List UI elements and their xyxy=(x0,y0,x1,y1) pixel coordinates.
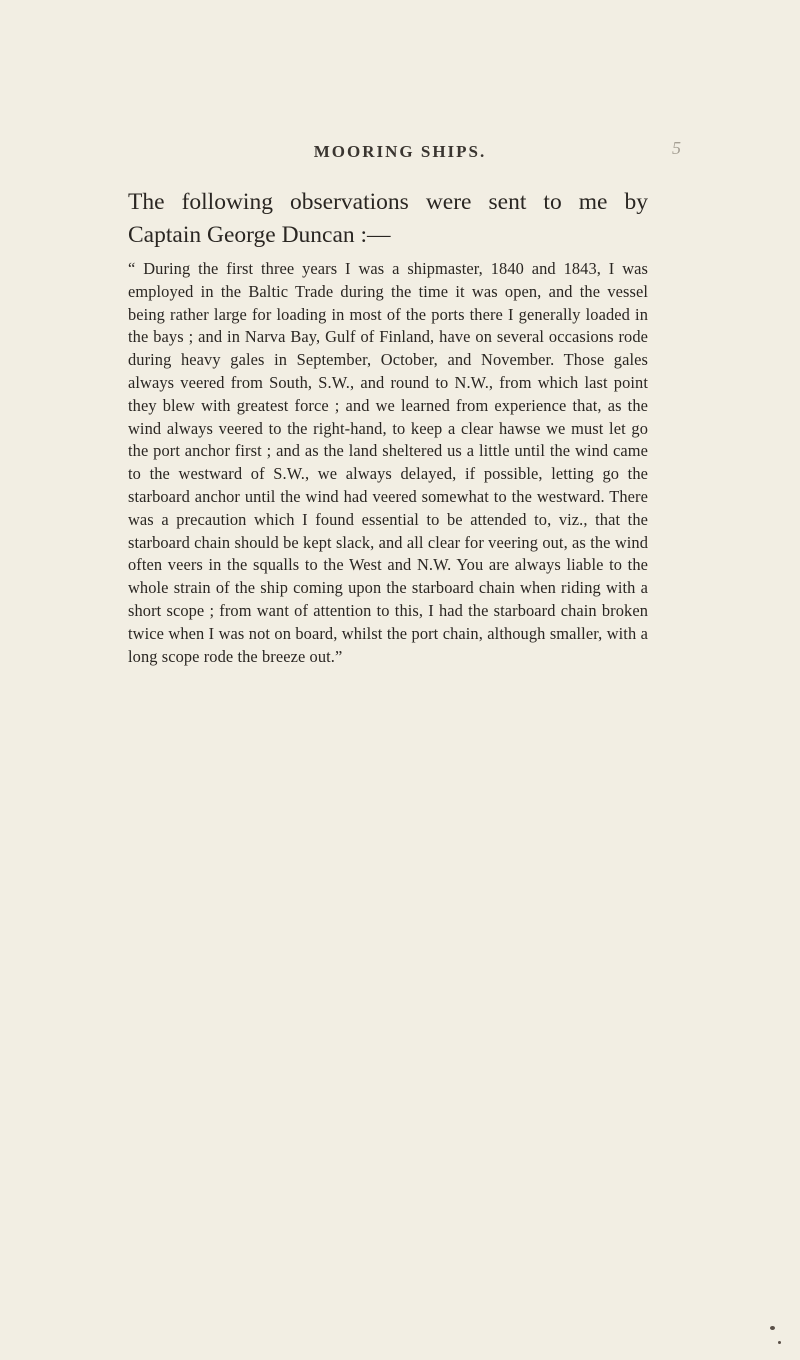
paper-speck xyxy=(778,1341,781,1344)
running-title: MOORING SHIPS. xyxy=(313,142,487,161)
intro-paragraph: The following observations were sent to me by Captain George Duncan :— xyxy=(128,189,648,248)
paper-speck xyxy=(770,1326,775,1330)
quoted-letter: “ During the first three years I was a shipmaster, 1840 and 1843, I was employed in the Baltic Trade during the time it was open, and the vessel being rather large for loading in most of the ports there I generally loaded in the bays ; and in Narva Bay, Gulf of Finland, have on several occasions rode during heavy gales in September, October, and November. Those gales always veered from South, S.W., and round to N.W., from which last point they blew with greatest force ; and we learned from experience that, as the wind always veered to the right-hand, to keep a clear hawse we must let go the port anchor first ; and as the land sheltered us a little until the wind came to the westward of S.W., we always delayed, if possible, letting go the starboard anchor until the wind had veered somewhat to the westward. There was a precaution which I found essential to be attended to, viz., that the starboard chain should be kept slack, and all clear for veering out, as the wind often veers in the squalls to the West and N.W. You are always liable to the whole strain of the ship coming upon the starboard chain when riding with a short scope ; from want of attention to this, I had the starboard chain broken twice when I was not on board, whilst the port chain, although smaller, with a long scope rode the breeze out.” xyxy=(128,259,648,666)
page-number: 5 xyxy=(672,138,681,158)
